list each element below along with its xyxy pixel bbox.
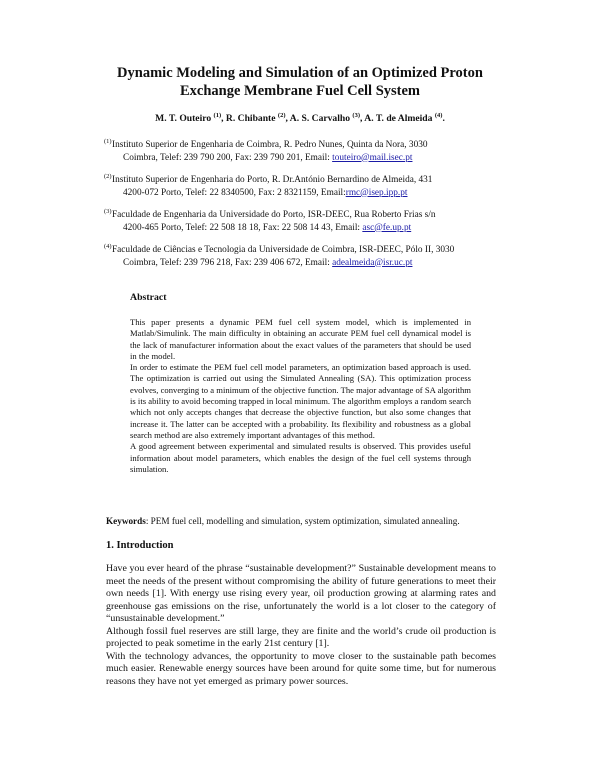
section-heading: 1. Introduction	[106, 540, 174, 551]
title-line-2: Exchange Membrane Fuel Cell System	[179, 83, 421, 99]
author-affiliation-mark: (1)	[213, 111, 222, 119]
email-link[interactable]: touteiro@mail.isec.pt	[332, 152, 413, 163]
introduction-body	[106, 563, 496, 688]
affiliation-1: (1) Instituto Superior de Engenharia de Coimbra, R. Pedro Nunes, Quinta da Nora, 3030 Coimbra, Telef: 239 790 200, Fax: 239 790 201, Email: touteiro@mail.isec.pt	[104, 138, 428, 163]
affiliation-mark: (2)	[104, 173, 112, 180]
affiliation-3: (3) Faculdade de Engenharia da Universidade do Porto, ISR-DEEC, Rua Roberto Frias s/n 4200-465 Porto, Telef: 22 508 18 18, Fax: 22 508 14 43, Email: asc@fe.up.pt	[104, 208, 436, 233]
affiliation-mark: (4)	[104, 243, 112, 250]
abstract-paragraph: In order to estimate the PEM fuel cell model parameters, an optimization based approach is used. The optimization is carried out using the Simulated Annealing (SA). This optimization process evolves, converging to a minimum of the objective function. The major advantage of SA algorithm is its ability to avoid becoming trapped in local minimum. The algorithm employs a random search which not only accepts changes that decrease the objective function, but also some changes that increase it. The latter can be accepted with a probability. Its flexibility and robustness as a global search method are also extremely important advantages of this method.	[130, 362, 471, 440]
author-affiliation-mark: (3)	[352, 111, 361, 119]
title-line-1: Dynamic Modeling and Simulation of an Optimized Proton	[117, 65, 483, 81]
keywords-label: Keywords	[106, 516, 146, 526]
email-link[interactable]: rmc@isep.ipp.pt	[345, 187, 408, 198]
affiliation-2: (2) Instituto Superior de Engenharia do Porto, R. Dr.António Bernardino de Almeida, 431 4200-072 Porto, Telef: 22 8340500, Fax: 2 8321159, Email:rmc@isep.ipp.pt	[104, 173, 433, 198]
author-affiliation-mark: (2)	[277, 111, 286, 119]
keywords-text: : PEM fuel cell, modelling and simulation, system optimization, simulated annealing.	[145, 516, 460, 526]
author-name: A. T. de Almeida	[364, 113, 433, 124]
author-name: A. S. Carvalho	[289, 113, 351, 124]
body-paragraph: Although fossil fuel reserves are still large, they are finite and the world’s crude oil production is projected to peak sometime in the early 21st century [1].	[106, 625, 496, 649]
abstract-paragraph: This paper presents a dynamic PEM fuel cell system model, which is implemented in Matlab/Simulink. The main difficulty in obtaining an accurate PEM fuel cell dynamical model is the lack of manufacturer information about the exact values of the parameters that should be used in the model.	[130, 317, 471, 361]
body-paragraph: Have you ever heard of the phrase “sustainable development?” Sustainable development means to meet the needs of the present without compromising the ability of future generations to meet their own needs [1]. With energy use rising every year, oil production growing at alarming rates and greenhouse gas emissions on the rise, unfortunately the world is a lot closer to the category of “unsustainable development.”	[106, 563, 496, 624]
author-name: R. Chibante	[225, 113, 276, 124]
abstract-paragraph: A good agreement between experimental and simulated results is observed. This provides useful information about model parameters, which enables the design of the fuel cell systems through simulation.	[130, 441, 471, 474]
affiliation-mark: (3)	[104, 208, 112, 215]
body-paragraph: With the technology advances, the opportunity to move closer to the sustainable path becomes much easier. Renewable energy sources have been around for quite some time, but for numerous reasons they have not yet emerged as primary power sources.	[106, 650, 496, 687]
abstract-body	[130, 317, 471, 475]
paper-title	[90, 64, 510, 100]
author-affiliation-mark: (4)	[434, 111, 443, 119]
email-link[interactable]: adealmeida@isr.uc.pt	[332, 257, 413, 268]
affiliation-mark: (1)	[104, 138, 112, 145]
email-link[interactable]: asc@fe.up.pt	[362, 222, 412, 233]
author-list: M. T. Outeiro $^{(1)}$, R. Chibante $^{(2)}$, A. S. Carvalho $^{(3)}$, A. T. de Almeida $^{(4)}$.	[155, 111, 445, 124]
author-name: M. T. Outeiro	[155, 113, 212, 124]
keywords	[106, 516, 506, 526]
abstract-heading: Abstract	[130, 292, 167, 303]
affiliation-4: (4) Faculdade de Ciências e Tecnologia da Universidade de Coimbra, ISR-DEEC, Pólo II, 3030 Coimbra, Telef: 239 796 218, Fax: 239 406 672, Email: adealmeida@isr.uc.pt	[104, 243, 455, 268]
